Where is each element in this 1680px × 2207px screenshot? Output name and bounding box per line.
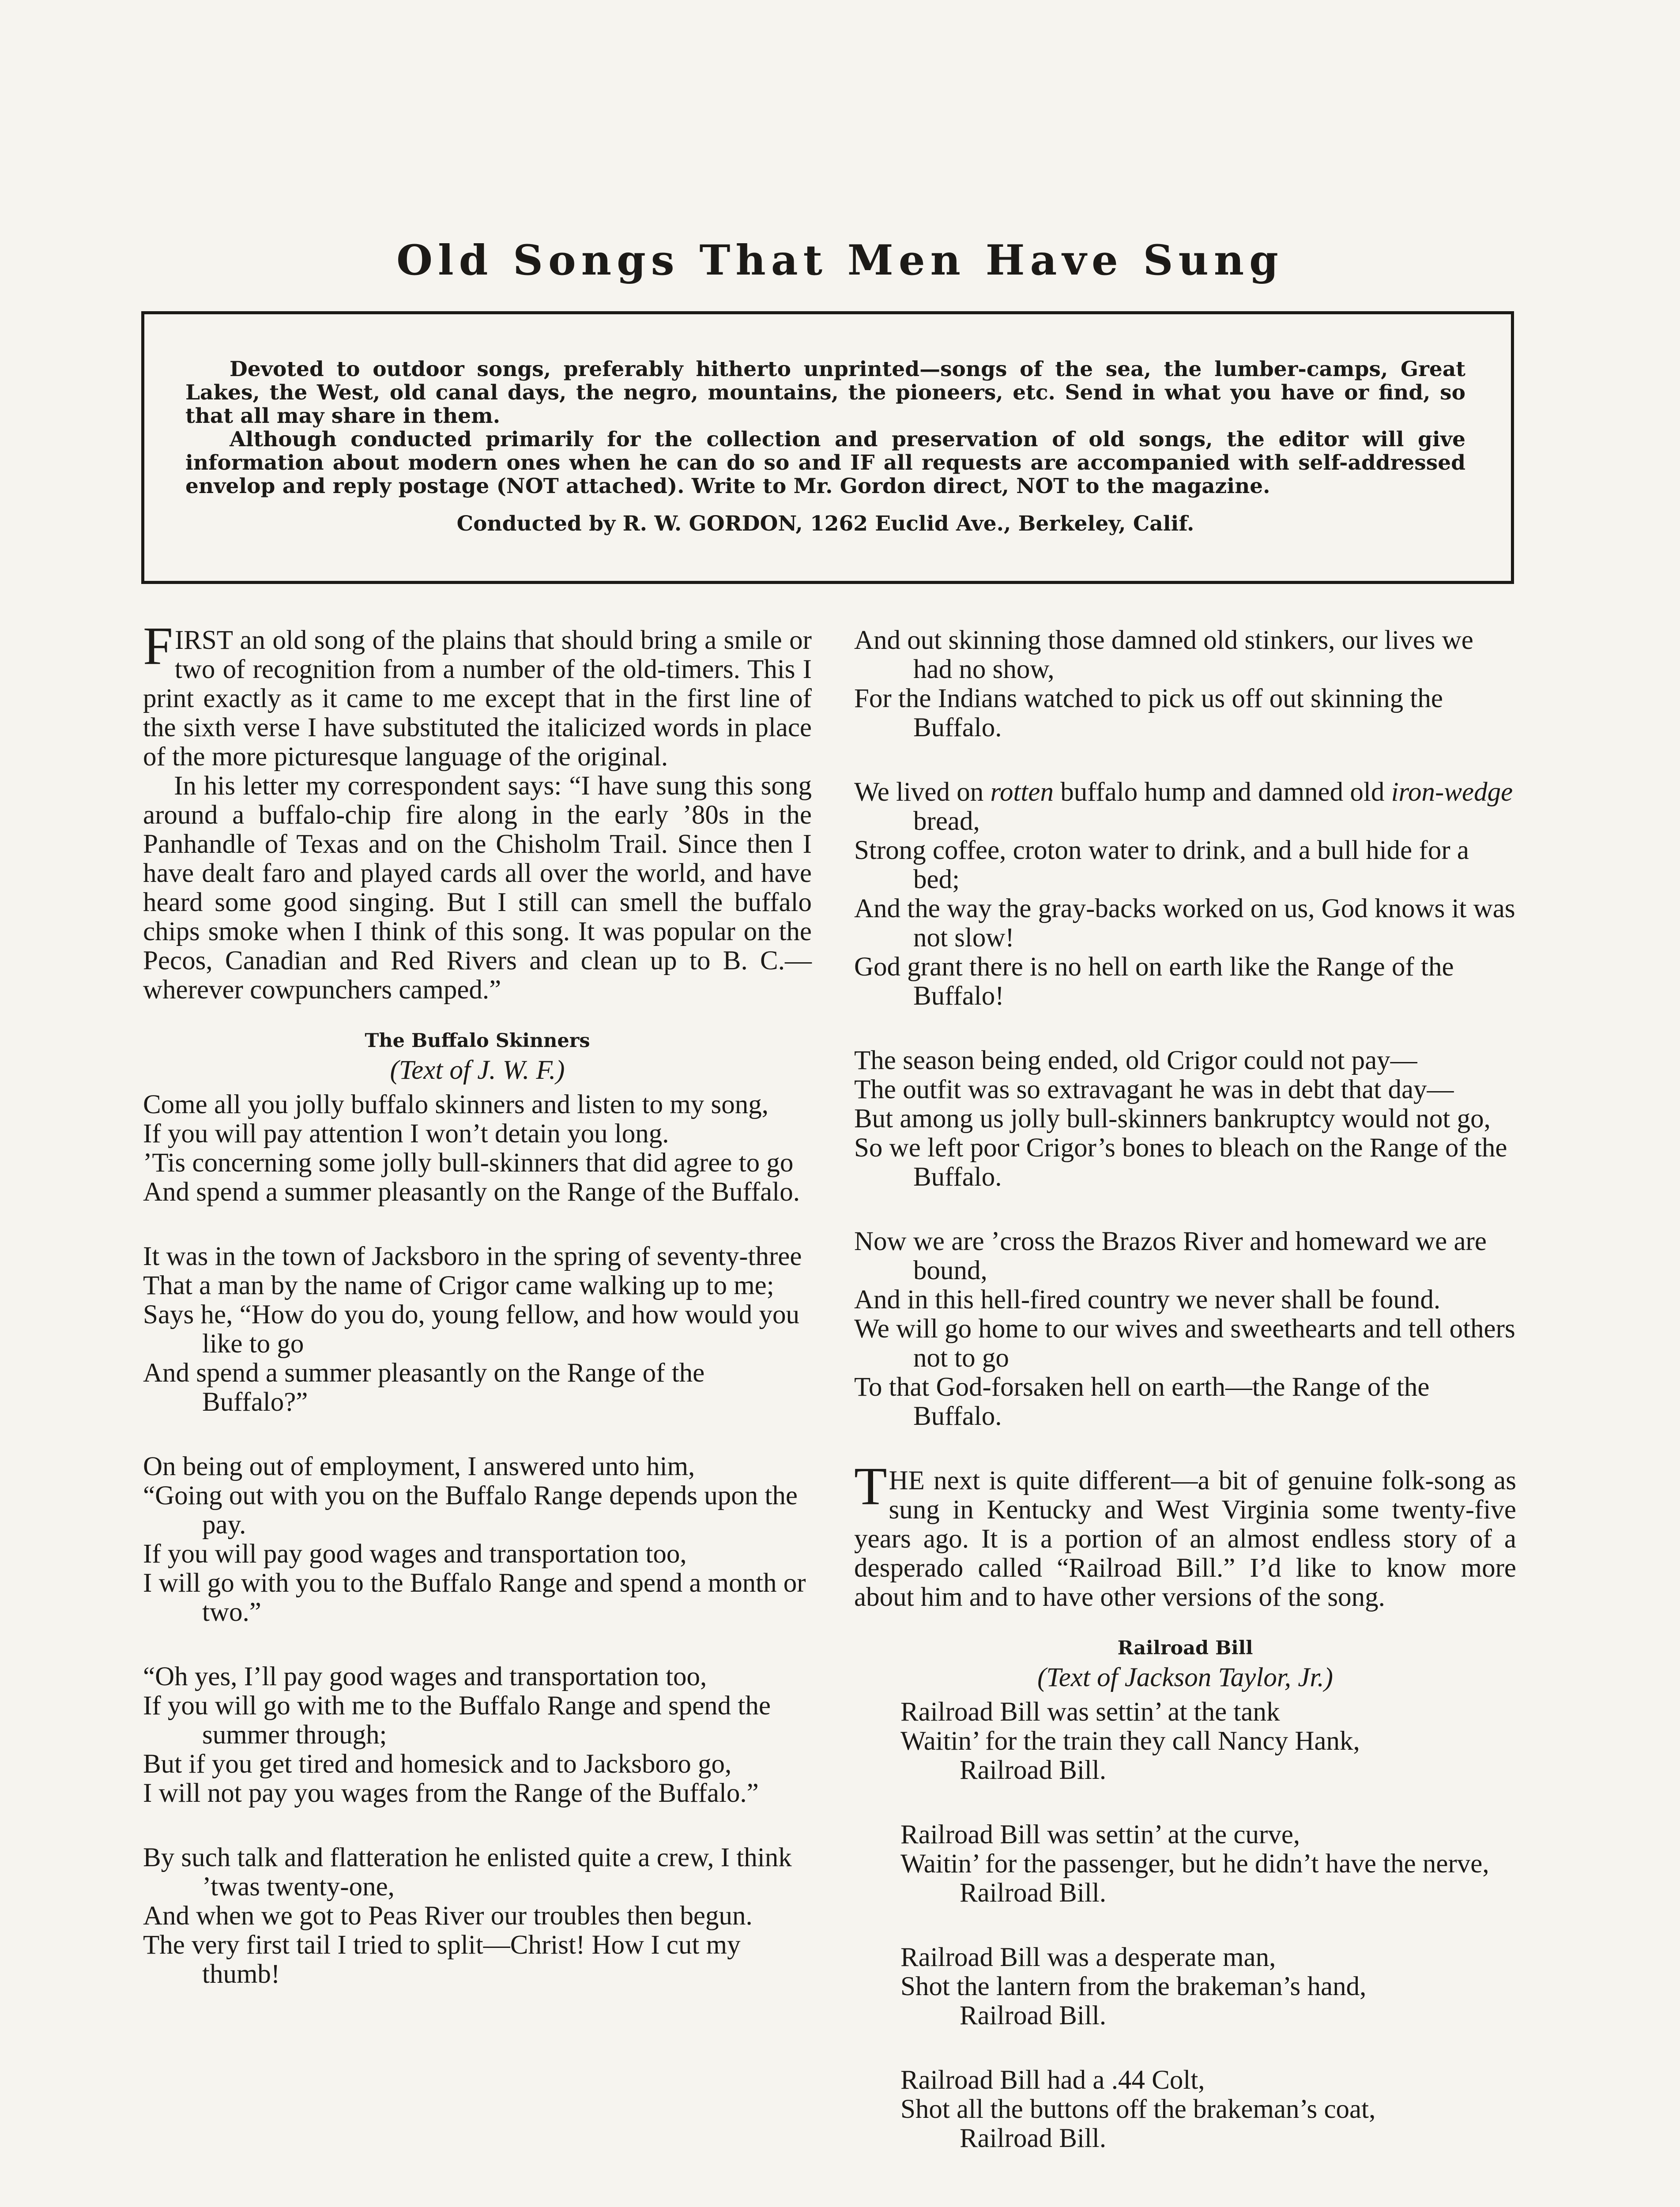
stanza [854, 1227, 1516, 1431]
verse-line: “Oh yes, I’ll pay good wages and transportation too, [143, 1662, 707, 1691]
song-stanzas [854, 1698, 1516, 2153]
verse-line: But among us jolly bull-skinners bankruptcy would not go, [854, 1104, 1491, 1134]
verse-line: The very first tail I tried to split—Christ! How I cut my thumb! [143, 1930, 741, 1989]
verse-line: To that God-forsaken hell on earth—the Range of the Buffalo. [854, 1372, 1430, 1431]
refrain-line: Railroad Bill. [960, 1755, 1107, 1785]
verse-line: If you will pay good wages and transportation too, [143, 1539, 687, 1569]
stanza [143, 1242, 812, 1417]
song-title: The Buffalo Skinners [365, 1030, 590, 1052]
verse-line: Come all you jolly buffalo skinners and listen to my song, [143, 1090, 768, 1119]
intro-credit: Conducted by R. W. GORDON, 1262 Euclid Ave., Berkeley, Calif. [456, 512, 1194, 536]
stanza [900, 2066, 1516, 2153]
verse-line: We lived on rotten buffalo hump and damned old iron-wedge bread, [854, 777, 1513, 836]
intro-box [185, 358, 1465, 535]
verse-line: And spend a summer pleasantly on the Range of the Buffalo. [143, 1177, 800, 1207]
verse-line: If you will go with me to the Buffalo Range and spend the summer through; [143, 1691, 771, 1750]
stanza [854, 626, 1516, 742]
verse-line: On being out of employment, I answered unto him, [143, 1452, 695, 1481]
verse-line: We will go home to our wives and sweethearts and tell others not to go [854, 1314, 1515, 1373]
box-rule-left [141, 311, 144, 584]
verse-line: Says he, “How do you do, young fellow, and how would you like to go [143, 1300, 799, 1359]
verse-line: And in this hell-fired country we never shall be found. [854, 1285, 1441, 1314]
stanza [143, 1452, 812, 1627]
verse-line: God grant there is no hell on earth like the Range of the Buffalo! [854, 952, 1454, 1011]
refrain-line: Railroad Bill. [960, 2124, 1107, 2153]
stanza [900, 1820, 1516, 1908]
verse-line: Waitin’ for the passenger, but he didn’t have the nerve, [900, 1849, 1489, 1879]
verse-line: For the Indians watched to pick us off out skinning the Buffalo. [854, 684, 1443, 742]
verse-line: Now we are ’cross the Brazos River and homeward we are bound, [854, 1227, 1487, 1285]
box-rule-right [1511, 311, 1514, 584]
paragraph-text: IRST an old song of the plains that should bring a smile or two of recognition from a number of the old-timers. This I print exactly as it came to me except that in the first line of the sixth verse I have substituted the italicized words in place of the more picturesque language of the original. [143, 625, 812, 772]
stanza [900, 1943, 1516, 2030]
song-credit: (Text of J. W. F.) [390, 1055, 565, 1085]
verse-line: That a man by the name of Crigor came walking up to me; [143, 1271, 774, 1300]
song-heading [854, 1635, 1516, 1694]
song-credit: (Text of Jackson Taylor, Jr.) [1037, 1663, 1333, 1692]
box-rule-top [141, 311, 1514, 314]
verse-line: I will go with you to the Buffalo Range and spend a month or two.” [143, 1568, 806, 1627]
verse-line: The outfit was so extravagant he was in debt that day— [854, 1075, 1454, 1104]
verse-line: And when we got to Peas River our troubles then begun. [143, 1901, 753, 1931]
verse-line: And spend a summer pleasantly on the Range of the Buffalo?” [143, 1358, 705, 1417]
article-intro-paragraph [854, 1457, 1516, 1612]
stanza [143, 1843, 812, 1989]
verse-line: It was in the town of Jacksboro in the spring of seventy-three [143, 1242, 802, 1271]
verse-line: Shot all the buttons off the brakeman’s coat, [900, 2094, 1376, 2124]
song-heading [143, 1028, 812, 1087]
verse-line: Railroad Bill was settin’ at the tank [900, 1697, 1280, 1727]
stanza [143, 1090, 812, 1207]
stanza [854, 778, 1516, 1011]
verse-line: Waitin’ for the train they call Nancy Hank, [900, 1726, 1360, 1756]
article-intro-paragraph [143, 616, 812, 772]
refrain-line: Railroad Bill. [960, 2001, 1107, 2030]
verse-line: If you will pay attention I won’t detain you long. [143, 1119, 669, 1149]
verse-line: And the way the gray-backs worked on us, God knows it was not slow! [854, 894, 1515, 953]
song-title: Railroad Bill [1117, 1637, 1253, 1659]
intro-paragraph: Devoted to outdoor songs, preferably hitherto unprinted—songs of the sea, the lumber-camps, Great Lakes, the West, old canal days, the negro, mountains, the pioneers, etc. Send in what you have or find, so that all may share in them. [185, 357, 1465, 428]
verse-line: ’Tis concerning some jolly bull-skinners that did agree to go [143, 1148, 794, 1178]
stanza [854, 1046, 1516, 1192]
intro-paragraph: Although conducted primarily for the collection and preservation of old songs, the editor will give information about modern ones when he can do so and IF all requests are accompanied with self-addressed envelop and reply postage (NOT attached). Write to Mr. Gordon direct, NOT to the magazine. [185, 427, 1465, 498]
right-column [854, 626, 1516, 2188]
verse-line: By such talk and flatteration he enlisted quite a crew, I think ’twas twenty-one, [143, 1843, 792, 1902]
verse-line: The season being ended, old Crigor could not pay— [854, 1046, 1417, 1075]
stanza [143, 1662, 812, 1808]
verse-line: Railroad Bill was a desperate man, [900, 1943, 1276, 1972]
drop-cap: F [143, 616, 173, 676]
refrain-line: Railroad Bill. [960, 1878, 1107, 1908]
verse-line: “Going out with you on the Buffalo Range depends upon the pay. [143, 1481, 798, 1540]
verse-line: And out skinning those damned old stinkers, our lives we had no show, [854, 625, 1473, 684]
verse-line: Railroad Bill had a .44 Colt, [900, 2065, 1205, 2095]
verse-line: Railroad Bill was settin’ at the curve, [900, 1820, 1300, 1849]
song-stanzas [143, 1090, 812, 1989]
left-column [143, 616, 812, 2024]
verse-line: So we left poor Crigor’s bones to bleach on the Range of the Buffalo. [854, 1133, 1507, 1192]
verse-line: Strong coffee, croton water to drink, and a bull hide for a bed; [854, 836, 1469, 894]
drop-cap: T [854, 1457, 887, 1516]
stanza [900, 1698, 1516, 1785]
verse-line: I will not pay you wages from the Range of the Buffalo.” [143, 1778, 759, 1808]
box-rule-bottom [141, 581, 1514, 584]
verse-line: Shot the lantern from the brakeman’s hand, [900, 1972, 1367, 2001]
article-paragraph: In his letter my correspondent says: “I have sung this song around a buffalo-chip fire along in the early ’80s in the Panhandle of Texas and on the Chisholm Trail. Since then I have dealt faro and played cards all over the world, and have heard some good singing. But I still can smell the buffalo chips smoke when I think of this song. It was popular on the Pecos, Canadian and Red Rivers and clean up to B. C.—wherever cowpunchers camped.” [143, 771, 812, 1005]
page-title: Old Songs That Men Have Sung [396, 236, 1284, 285]
song-stanzas [854, 1046, 1516, 1431]
paragraph-text: HE next is quite different—a bit of genuine folk-song as sung in Kentucky and West Virginia some twenty-five years ago. It is a portion of an almost endless story of a desperado called “Railroad Bill.” I’d like to know more about him and to have other versions of the song. [854, 1466, 1516, 1612]
verse-line: But if you get tired and homesick and to Jacksboro go, [143, 1749, 732, 1779]
